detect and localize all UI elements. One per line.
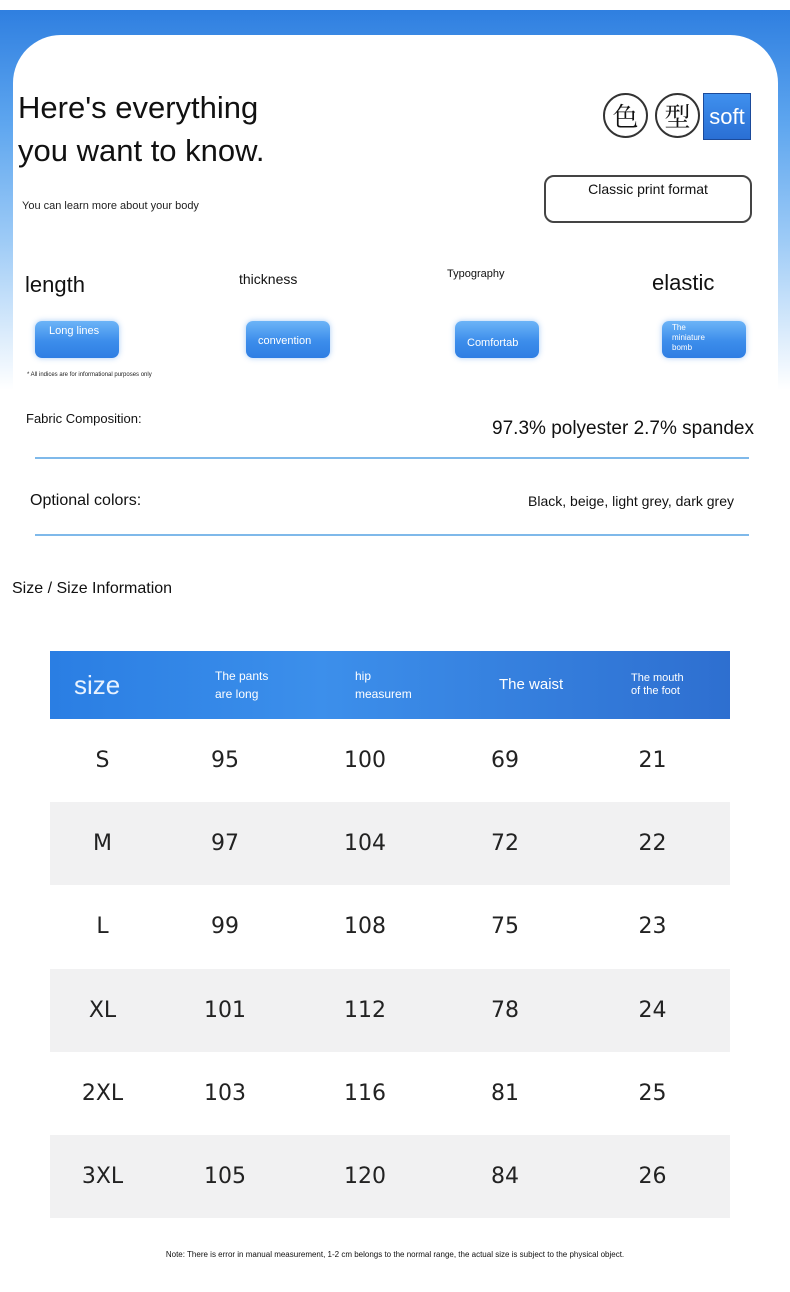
size-cell: 3XL xyxy=(50,1135,155,1218)
pants-length-cell: 101 xyxy=(155,969,295,1052)
waist-cell: 75 xyxy=(491,914,519,940)
size-table-header-row xyxy=(50,651,730,719)
attribute-pill-typography: Comfortab xyxy=(455,321,539,358)
page-headline: Here's everything you want to know. xyxy=(18,90,265,168)
size-section-title: Size / Size Information xyxy=(12,580,173,597)
foot-mouth-cell: 23 xyxy=(638,914,667,940)
divider xyxy=(35,534,749,536)
hip-cell: 116 xyxy=(344,1080,386,1106)
header-size: size xyxy=(74,670,121,700)
header-hip: hip measurem xyxy=(355,669,412,701)
header-foot-mouth: The mouth of the foot xyxy=(631,672,684,697)
pants-length-cell: 99 xyxy=(211,914,239,940)
hip-cell: 112 xyxy=(295,969,435,1052)
table-row xyxy=(50,969,730,1052)
waist-cell: 78 xyxy=(435,969,575,1052)
table-row xyxy=(50,802,730,885)
hip-cell: 100 xyxy=(344,748,386,774)
waist-cell: 84 xyxy=(435,1135,575,1218)
table-row xyxy=(50,719,730,802)
colors-value: Black, beige, light grey, dark grey xyxy=(528,493,734,509)
format-box: Classic print format xyxy=(544,175,752,223)
foot-mouth-cell: 21 xyxy=(638,748,667,774)
size-cell: S xyxy=(95,748,110,774)
measurement-footnote: Note: There is error in manual measurement, 1-2 cm belongs to the normal range, the actual size is subject to the physical object. xyxy=(165,1250,625,1259)
table-row xyxy=(50,1135,730,1218)
shape-badge: 型 xyxy=(655,93,700,138)
disclaimer-note: * All indices are for informational purposes only xyxy=(27,372,152,378)
size-cell: L xyxy=(96,914,109,940)
hip-cell: 120 xyxy=(295,1135,435,1218)
waist-cell: 69 xyxy=(491,748,519,774)
page-subhead: You can learn more about your body xyxy=(22,200,199,212)
hip-cell: 108 xyxy=(344,914,386,940)
size-table xyxy=(50,651,730,1218)
fabric-label: Fabric Composition: xyxy=(26,411,142,426)
pants-length-cell: 103 xyxy=(204,1080,246,1106)
attribute-label-elastic: elastic xyxy=(652,270,715,295)
colors-label: Optional colors: xyxy=(30,492,142,509)
pants-length-cell: 105 xyxy=(155,1135,295,1218)
foot-mouth-cell: 24 xyxy=(575,969,730,1052)
attribute-pill-thickness: convention xyxy=(246,321,330,358)
table-row xyxy=(50,1052,730,1135)
foot-mouth-cell: 25 xyxy=(638,1080,667,1106)
pants-length-cell: 95 xyxy=(211,748,239,774)
size-cell: M xyxy=(50,802,155,885)
attribute-label-thickness: thickness xyxy=(239,271,298,287)
foot-mouth-cell: 26 xyxy=(575,1135,730,1218)
header-waist: The waist xyxy=(499,676,564,693)
attribute-label-length: length xyxy=(25,272,85,297)
attribute-pill-length: Long lines xyxy=(35,321,119,358)
foot-mouth-cell: 22 xyxy=(575,802,730,885)
hip-cell: 104 xyxy=(295,802,435,885)
attribute-pill-elastic: The miniature bomb xyxy=(662,321,746,358)
waist-cell: 81 xyxy=(491,1080,519,1106)
pants-length-cell: 97 xyxy=(155,802,295,885)
size-cell: XL xyxy=(50,969,155,1052)
soft-badge: soft xyxy=(703,93,751,140)
size-cell: 2XL xyxy=(81,1080,124,1106)
header-pants-length: The pants are long xyxy=(215,669,269,701)
divider xyxy=(35,457,749,459)
attribute-label-typography: Typography xyxy=(447,268,505,280)
table-row xyxy=(50,885,730,968)
color-badge: 色 xyxy=(603,93,648,138)
fabric-value: 97.3% polyester 2.7% spandex xyxy=(492,418,754,439)
waist-cell: 72 xyxy=(435,802,575,885)
